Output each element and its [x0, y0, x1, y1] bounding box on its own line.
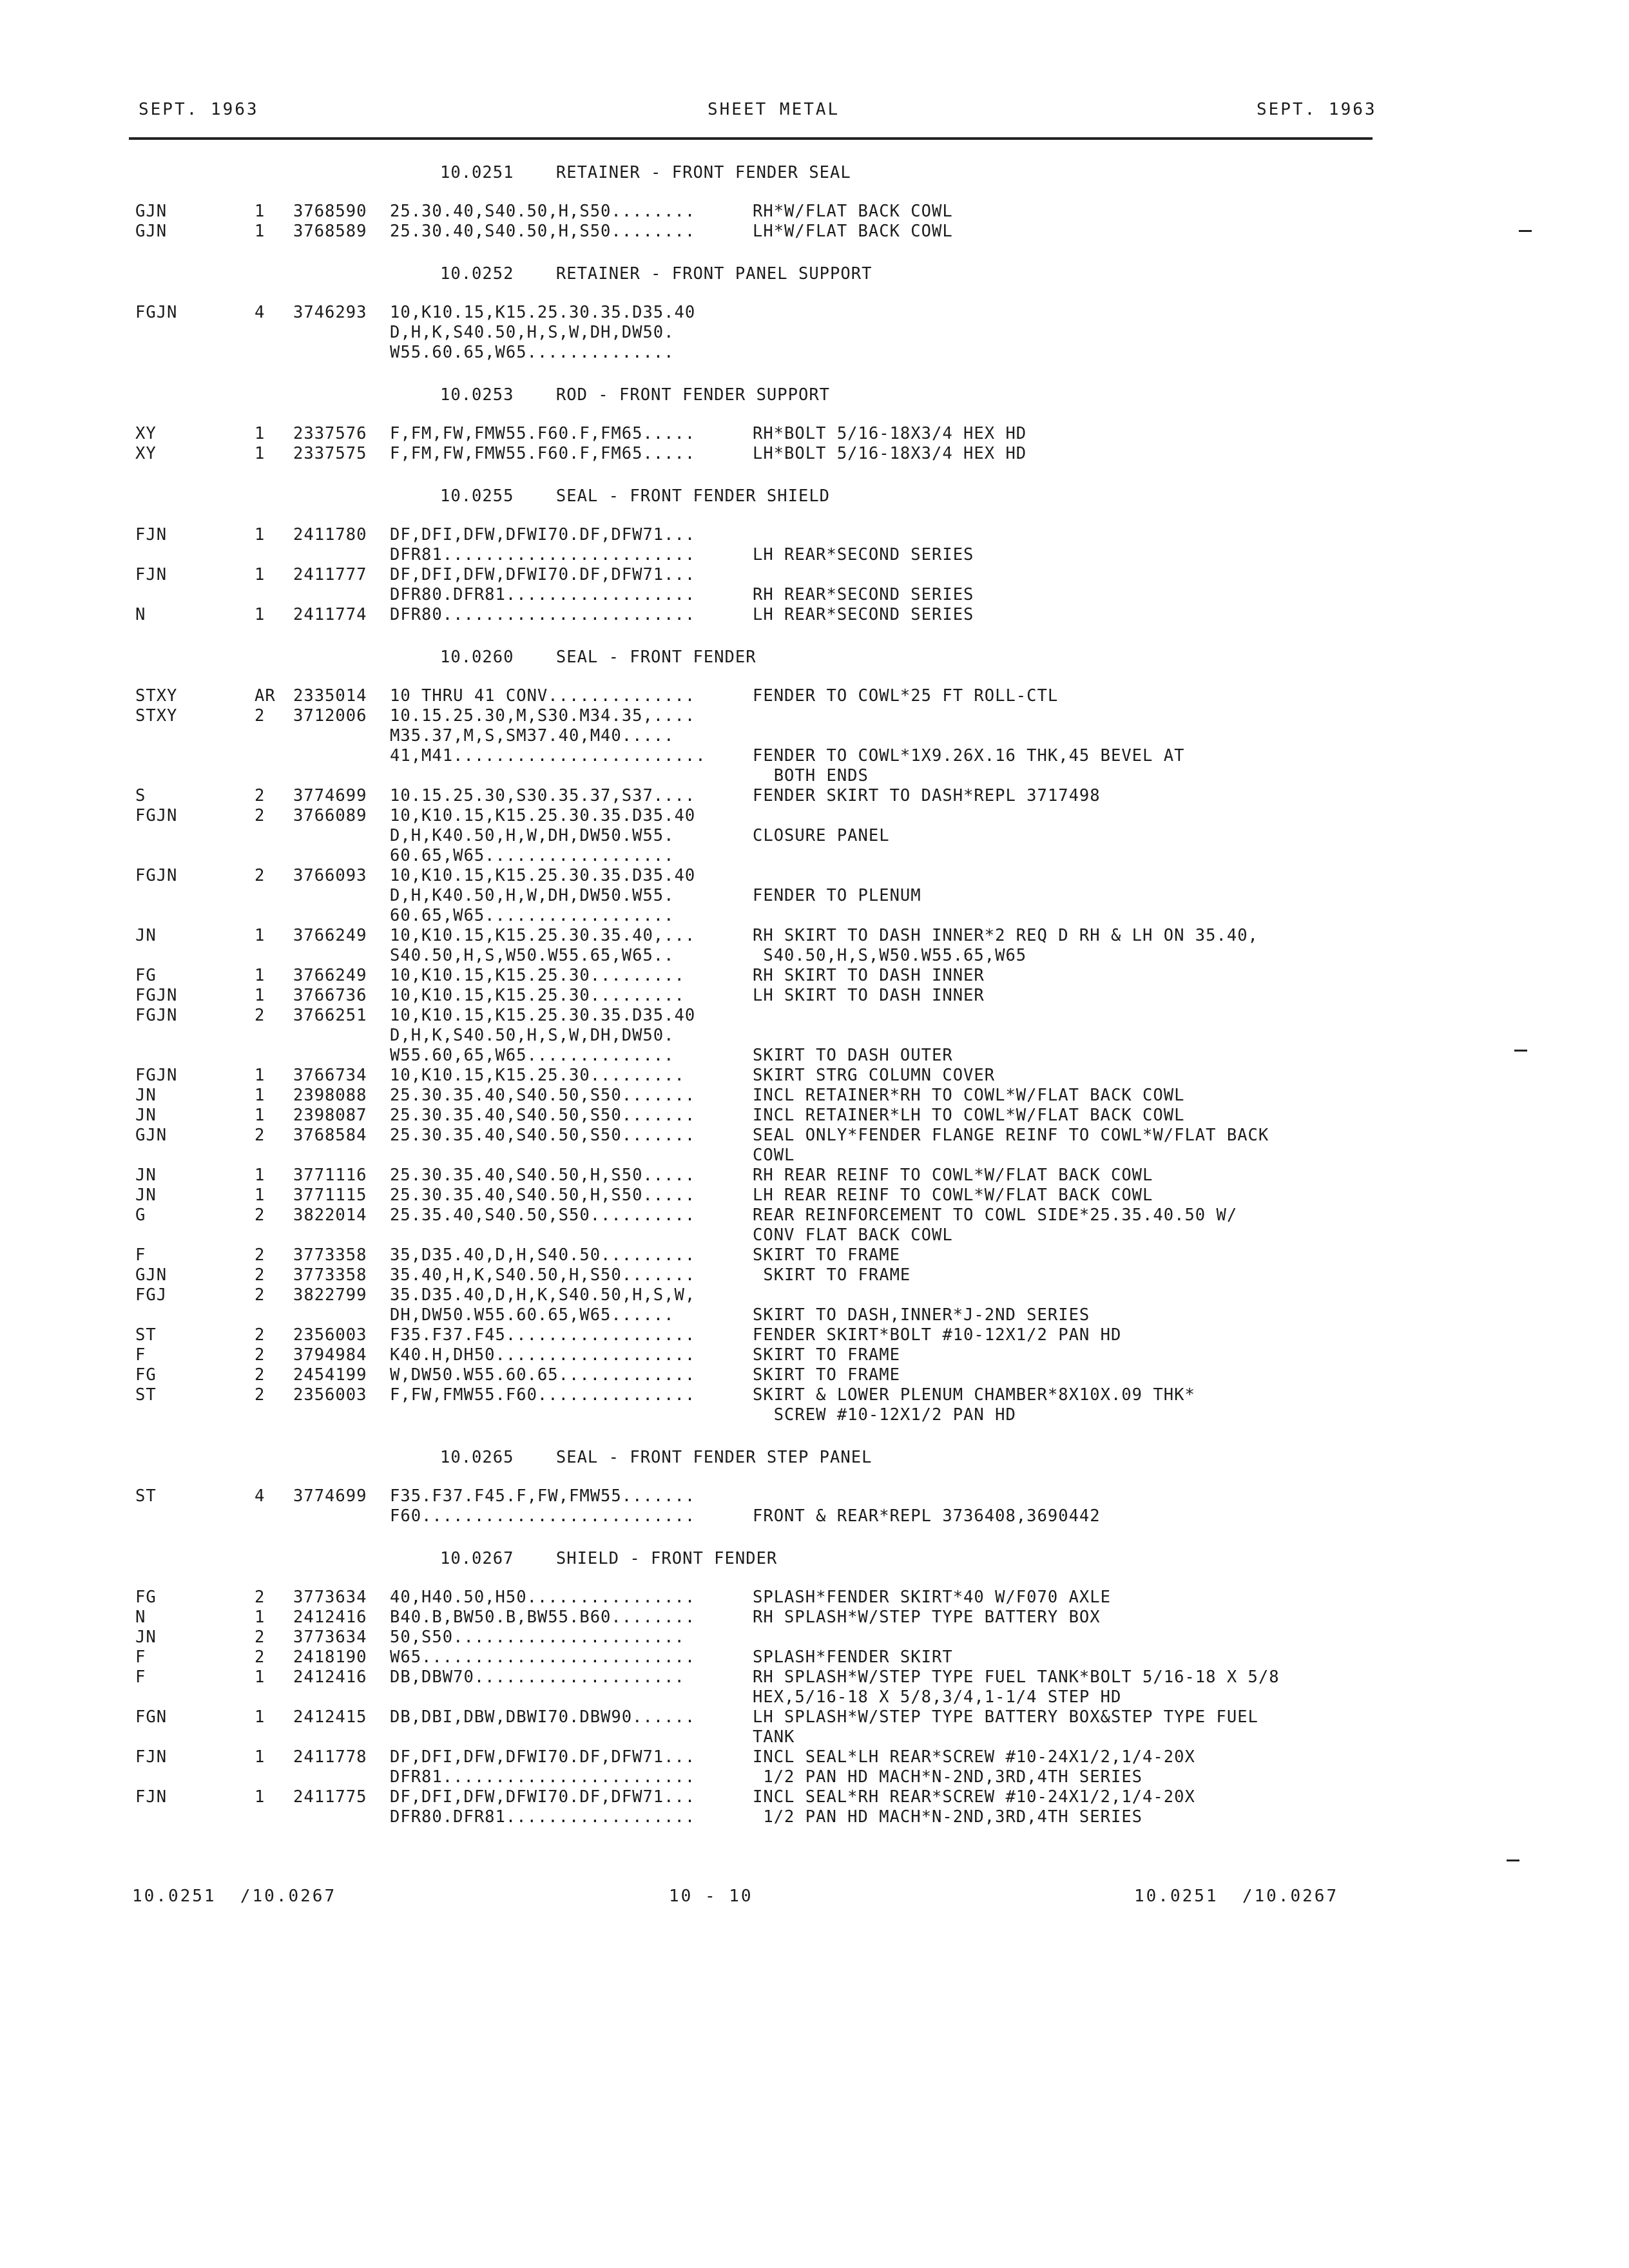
- part-description-continued: CLOSURE PANEL: [753, 826, 890, 845]
- quantity: 1: [255, 1106, 265, 1125]
- model-code: JN: [135, 1086, 157, 1105]
- applicable-models-continued: D,H,K,S40.50,H,S,W,DH,DW50.: [390, 1026, 675, 1045]
- part-description-continued: CONV FLAT BACK COWL: [753, 1225, 953, 1245]
- applicable-models: DF,DFI,DFW,DFWI70.DF,DFW71...: [390, 1787, 696, 1807]
- part-number: 3768590: [293, 202, 367, 221]
- quantity: 1: [255, 1667, 265, 1687]
- applicable-models: 10,K10.15,K15.25.30.35.D35.40: [390, 866, 696, 885]
- applicable-models: 35.40,H,K,S40.50,H,S50.......: [390, 1265, 696, 1285]
- part-description-continued: RH REAR*SECOND SERIES: [753, 585, 974, 604]
- applicable-models: 10,K10.15,K15.25.30.35.40,...: [390, 926, 696, 945]
- applicable-models-continued: W55.60,65,W65..............: [390, 1046, 675, 1065]
- applicable-models: DB,DBI,DBW,DBWI70.DBW90......: [390, 1707, 696, 1727]
- part-number: 3766093: [293, 866, 367, 885]
- applicable-models: 10,K10.15,K15.25.30.........: [390, 986, 685, 1005]
- quantity: 2: [255, 1385, 265, 1405]
- part-number: 2411774: [293, 605, 367, 624]
- part-number: 2418190: [293, 1648, 367, 1667]
- model-code: XY: [135, 444, 157, 463]
- applicable-models-continued: 60.65,W65..................: [390, 906, 675, 925]
- part-number: 3773634: [293, 1628, 367, 1647]
- model-code: FJN: [135, 565, 168, 584]
- applicable-models: 25.30.40,S40.50,H,S50........: [390, 202, 696, 221]
- part-description: RH SPLASH*W/STEP TYPE BATTERY BOX: [753, 1608, 1101, 1627]
- margin-mark: [1514, 1050, 1527, 1052]
- header-rule: [129, 137, 1373, 140]
- part-description: RH*BOLT 5/16-18X3/4 HEX HD: [753, 424, 1027, 443]
- applicable-models: DF,DFI,DFW,DFWI70.DF,DFW71...: [390, 565, 696, 584]
- part-description: SKIRT TO FRAME: [753, 1245, 900, 1265]
- part-number: 3771116: [293, 1166, 367, 1185]
- part-number: 2412415: [293, 1707, 367, 1727]
- part-number: 3766734: [293, 1066, 367, 1085]
- quantity: 4: [255, 303, 265, 322]
- group-heading: 10.0265 SEAL - FRONT FENDER STEP PANEL: [440, 1448, 872, 1467]
- quantity: 1: [255, 424, 265, 443]
- part-number: 3766089: [293, 806, 367, 825]
- applicable-models: F,FM,FW,FMW55.F60.F,FM65.....: [390, 424, 696, 443]
- model-code: F: [135, 1648, 146, 1667]
- part-description: LH*BOLT 5/16-18X3/4 HEX HD: [753, 444, 1027, 463]
- part-description-continued: COWL: [753, 1146, 795, 1165]
- model-code: FGJN: [135, 866, 178, 885]
- footer-range-left: 10.0251 /10.0267: [132, 1887, 337, 1906]
- part-description: SEAL ONLY*FENDER FLANGE REINF TO COWL*W/FLAT BACK: [753, 1126, 1269, 1145]
- part-number: 3712006: [293, 706, 367, 726]
- part-number: 3771115: [293, 1186, 367, 1205]
- footer-page-number: 10 - 10: [669, 1887, 753, 1906]
- part-description: RH SKIRT TO DASH INNER*2 REQ D RH & LH ON 35.40,: [753, 926, 1258, 945]
- part-description: RH SKIRT TO DASH INNER: [753, 966, 985, 985]
- quantity: 1: [255, 1066, 265, 1085]
- model-code: ST: [135, 1325, 157, 1345]
- applicable-models: DF,DFI,DFW,DFWI70.DF,DFW71...: [390, 1747, 696, 1767]
- part-number: 3768584: [293, 1126, 367, 1145]
- applicable-models: 10,K10.15,K15.25.30.35.D35.40: [390, 1006, 696, 1025]
- applicable-models: 10.15.25.30,M,S30.M34.35,....: [390, 706, 696, 726]
- quantity: 2: [255, 1365, 265, 1385]
- part-description: LH*W/FLAT BACK COWL: [753, 222, 953, 241]
- quantity: 1: [255, 1166, 265, 1185]
- part-description-continued: FENDER TO COWL*1X9.26X.16 THK,45 BEVEL AT: [753, 746, 1185, 765]
- applicable-models: 35,D35.40,D,H,S40.50.........: [390, 1245, 696, 1265]
- applicable-models-continued: D,H,K40.50,H,W,DH,DW50.W55.: [390, 826, 675, 845]
- model-code: FG: [135, 1365, 157, 1385]
- part-description: SPLASH*FENDER SKIRT*40 W/F070 AXLE: [753, 1588, 1111, 1607]
- part-description: INCL SEAL*RH REAR*SCREW #10-24X1/2,1/4-20X: [753, 1787, 1195, 1807]
- footer-range-right: 10.0251 /10.0267: [1134, 1887, 1339, 1906]
- model-code: FGJN: [135, 303, 178, 322]
- model-code: FGJ: [135, 1285, 168, 1305]
- model-code: FJN: [135, 525, 168, 544]
- model-code: JN: [135, 1166, 157, 1185]
- applicable-models: 25.30.35.40,S40.50,H,S50.....: [390, 1186, 696, 1205]
- model-code: F: [135, 1667, 146, 1687]
- group-heading: 10.0255 SEAL - FRONT FENDER SHIELD: [440, 486, 831, 506]
- part-number: 2398087: [293, 1106, 367, 1125]
- quantity: 2: [255, 786, 265, 805]
- quantity: 2: [255, 1006, 265, 1025]
- applicable-models: 25.30.40,S40.50,H,S50........: [390, 222, 696, 241]
- quantity: 1: [255, 986, 265, 1005]
- quantity: 2: [255, 866, 265, 885]
- part-description-continued: BOTH ENDS: [753, 766, 869, 785]
- model-code: FGJN: [135, 1066, 178, 1085]
- part-number: 2411778: [293, 1747, 367, 1767]
- header-date-right: SEPT. 1963: [1257, 100, 1377, 119]
- applicable-models-continued: D,H,K,S40.50,H,S,W,DH,DW50.: [390, 323, 675, 342]
- applicable-models: 25.30.35.40,S40.50,S50.......: [390, 1106, 696, 1125]
- applicable-models: 10 THRU 41 CONV..............: [390, 686, 696, 706]
- part-number: 3766249: [293, 926, 367, 945]
- model-code: N: [135, 1608, 146, 1627]
- part-description: SKIRT STRG COLUMN COVER: [753, 1066, 996, 1085]
- applicable-models-continued: 60.65,W65..................: [390, 846, 675, 865]
- model-code: ST: [135, 1385, 157, 1405]
- model-code: JN: [135, 1628, 157, 1647]
- applicable-models-continued: F60..........................: [390, 1506, 696, 1526]
- part-number: 3746293: [293, 303, 367, 322]
- model-code: GJN: [135, 1126, 168, 1145]
- quantity: 2: [255, 1285, 265, 1305]
- quantity: 1: [255, 605, 265, 624]
- part-number: 2356003: [293, 1385, 367, 1405]
- quantity: 1: [255, 926, 265, 945]
- model-code: ST: [135, 1486, 157, 1506]
- part-description: FENDER SKIRT TO DASH*REPL 3717498: [753, 786, 1101, 805]
- quantity: 2: [255, 1325, 265, 1345]
- applicable-models-continued: D,H,K40.50,H,W,DH,DW50.W55.: [390, 886, 675, 905]
- applicable-models: 10,K10.15,K15.25.30.35.D35.40: [390, 303, 696, 322]
- part-description: LH SKIRT TO DASH INNER: [753, 986, 985, 1005]
- model-code: JN: [135, 926, 157, 945]
- applicable-models: DFR80........................: [390, 605, 696, 624]
- applicable-models: F,FM,FW,FMW55.F60.F,FM65.....: [390, 444, 696, 463]
- applicable-models: 25.30.35.40,S40.50,S50.......: [390, 1126, 696, 1145]
- part-description: INCL SEAL*LH REAR*SCREW #10-24X1/2,1/4-20X: [753, 1747, 1195, 1767]
- quantity: 2: [255, 1265, 265, 1285]
- model-code: FGN: [135, 1707, 168, 1727]
- applicable-models: 10,K10.15,K15.25.30.........: [390, 1066, 685, 1085]
- applicable-models: K40.H,DH50...................: [390, 1345, 696, 1365]
- quantity: 1: [255, 966, 265, 985]
- quantity: 1: [255, 222, 265, 241]
- model-code: FGJN: [135, 806, 178, 825]
- part-number: 2337576: [293, 424, 367, 443]
- part-description-continued: SKIRT TO DASH,INNER*J-2ND SERIES: [753, 1305, 1090, 1325]
- group-heading: 10.0253 ROD - FRONT FENDER SUPPORT: [440, 385, 831, 405]
- part-description: RH REAR REINF TO COWL*W/FLAT BACK COWL: [753, 1166, 1153, 1185]
- part-description-continued: SCREW #10-12X1/2 PAN HD: [753, 1405, 1016, 1425]
- margin-mark: [1507, 1860, 1519, 1861]
- quantity: 2: [255, 1345, 265, 1365]
- part-description: FENDER TO COWL*25 FT ROLL-CTL: [753, 686, 1059, 706]
- part-description: INCL RETAINER*RH TO COWL*W/FLAT BACK COWL: [753, 1086, 1185, 1105]
- part-description: REAR REINFORCEMENT TO COWL SIDE*25.35.40.50 W/: [753, 1206, 1238, 1225]
- quantity: 1: [255, 565, 265, 584]
- model-code: S: [135, 786, 146, 805]
- quantity: 1: [255, 1608, 265, 1627]
- part-description: RH SPLASH*W/STEP TYPE FUEL TANK*BOLT 5/16-18 X 5/8: [753, 1667, 1280, 1687]
- applicable-models: B40.B,BW50.B,BW55.B60........: [390, 1608, 696, 1627]
- header-section-title: SHEET METAL: [708, 100, 840, 119]
- applicable-models: 25.30.35.40,S40.50,H,S50.....: [390, 1166, 696, 1185]
- group-heading: 10.0260 SEAL - FRONT FENDER: [440, 648, 757, 667]
- part-number: 3774699: [293, 1486, 367, 1506]
- part-description: INCL RETAINER*LH TO COWL*W/FLAT BACK COWL: [753, 1106, 1185, 1125]
- applicable-models: 10,K10.15,K15.25.30.35.D35.40: [390, 806, 696, 825]
- group-heading: 10.0251 RETAINER - FRONT FENDER SEAL: [440, 163, 851, 182]
- applicable-models-continued: M35.37,M,S,SM37.40,M40.....: [390, 726, 675, 745]
- model-code: FG: [135, 966, 157, 985]
- applicable-models: 35.D35.40,D,H,K,S40.50,H,S,W,: [390, 1285, 696, 1305]
- part-description-continued: FRONT & REAR*REPL 3736408,3690442: [753, 1506, 1101, 1526]
- quantity: 2: [255, 1245, 265, 1265]
- part-number: 2411775: [293, 1787, 367, 1807]
- part-description: FENDER SKIRT*BOLT #10-12X1/2 PAN HD: [753, 1325, 1122, 1345]
- quantity: 1: [255, 525, 265, 544]
- model-code: F: [135, 1245, 146, 1265]
- quantity: 2: [255, 1648, 265, 1667]
- model-code: FG: [135, 1588, 157, 1607]
- model-code: GJN: [135, 202, 168, 221]
- quantity: 2: [255, 1206, 265, 1225]
- part-description-continued: TANK: [753, 1727, 795, 1747]
- model-code: GJN: [135, 222, 168, 241]
- applicable-models-continued: DFR81........................: [390, 1767, 696, 1787]
- applicable-models-continued: 41,M41........................: [390, 746, 706, 765]
- quantity: AR: [255, 686, 276, 706]
- part-number: 3774699: [293, 786, 367, 805]
- applicable-models: 25.30.35.40,S40.50,S50.......: [390, 1086, 696, 1105]
- part-number: 3773634: [293, 1588, 367, 1607]
- header-date-left: SEPT. 1963: [139, 100, 259, 119]
- part-description: SKIRT TO FRAME: [753, 1365, 900, 1385]
- part-number: 2454199: [293, 1365, 367, 1385]
- model-code: XY: [135, 424, 157, 443]
- model-code: STXY: [135, 706, 178, 726]
- part-number: 3822014: [293, 1206, 367, 1225]
- applicable-models-continued: S40.50,H,S,W50.W55.65,W65..: [390, 946, 675, 965]
- quantity: 1: [255, 444, 265, 463]
- part-description: LH REAR*SECOND SERIES: [753, 605, 974, 624]
- part-number: 3766251: [293, 1006, 367, 1025]
- part-number: 3766249: [293, 966, 367, 985]
- model-code: GJN: [135, 1265, 168, 1285]
- part-number: 3766736: [293, 986, 367, 1005]
- model-code: JN: [135, 1186, 157, 1205]
- applicable-models: 10,K10.15,K15.25.30.........: [390, 966, 685, 985]
- part-description-continued: FENDER TO PLENUM: [753, 886, 921, 905]
- applicable-models: DB,DBW70....................: [390, 1667, 685, 1687]
- quantity: 2: [255, 1588, 265, 1607]
- part-number: 3794984: [293, 1345, 367, 1365]
- part-number: 3768589: [293, 222, 367, 241]
- quantity: 1: [255, 1747, 265, 1767]
- applicable-models: F,FW,FMW55.F60...............: [390, 1385, 696, 1405]
- model-code: JN: [135, 1106, 157, 1125]
- applicable-models: W65..........................: [390, 1648, 696, 1667]
- quantity: 2: [255, 706, 265, 726]
- model-code: FGJN: [135, 1006, 178, 1025]
- part-description: LH SPLASH*W/STEP TYPE BATTERY BOX&STEP TYPE FUEL: [753, 1707, 1258, 1727]
- part-description-continued: SKIRT TO DASH OUTER: [753, 1046, 953, 1065]
- group-heading: 10.0267 SHIELD - FRONT FENDER: [440, 1549, 778, 1568]
- applicable-models: W,DW50.W55.60.65.............: [390, 1365, 696, 1385]
- part-description-continued: 1/2 PAN HD MACH*N-2ND,3RD,4TH SERIES: [753, 1767, 1143, 1787]
- part-number: 2411780: [293, 525, 367, 544]
- margin-mark: [1519, 230, 1532, 232]
- model-code: N: [135, 605, 146, 624]
- part-number: 2412416: [293, 1667, 367, 1687]
- quantity: 2: [255, 806, 265, 825]
- part-number: 3822799: [293, 1285, 367, 1305]
- applicable-models-continued: DFR81........................: [390, 545, 696, 564]
- model-code: F: [135, 1345, 146, 1365]
- part-number: 2335014: [293, 686, 367, 706]
- model-code: FJN: [135, 1787, 168, 1807]
- applicable-models: DF,DFI,DFW,DFWI70.DF,DFW71...: [390, 525, 696, 544]
- part-number: 2337575: [293, 444, 367, 463]
- applicable-models: 10.15.25.30,S30.35.37,S37....: [390, 786, 696, 805]
- model-code: FGJN: [135, 986, 178, 1005]
- part-description-continued: S40.50,H,S,W50.W55.65,W65: [753, 946, 1027, 965]
- quantity: 1: [255, 1186, 265, 1205]
- part-description: SPLASH*FENDER SKIRT: [753, 1648, 953, 1667]
- part-description-continued: LH REAR*SECOND SERIES: [753, 545, 974, 564]
- quantity: 4: [255, 1486, 265, 1506]
- part-description: SKIRT & LOWER PLENUM CHAMBER*8X10X.09 THK*: [753, 1385, 1195, 1405]
- group-heading: 10.0252 RETAINER - FRONT PANEL SUPPORT: [440, 264, 872, 284]
- applicable-models-continued: DFR80.DFR81..................: [390, 1807, 696, 1827]
- part-description: LH REAR REINF TO COWL*W/FLAT BACK COWL: [753, 1186, 1153, 1205]
- applicable-models: F35.F37.F45.F,FW,FMW55.......: [390, 1486, 696, 1506]
- applicable-models-continued: W55.60.65,W65..............: [390, 343, 675, 362]
- quantity: 1: [255, 1787, 265, 1807]
- applicable-models-continued: DFR80.DFR81..................: [390, 585, 696, 604]
- applicable-models: 40,H40.50,H50................: [390, 1588, 696, 1607]
- quantity: 1: [255, 202, 265, 221]
- part-description-continued: HEX,5/16-18 X 5/8,3/4,1-1/4 STEP HD: [753, 1687, 1122, 1707]
- part-description: RH*W/FLAT BACK COWL: [753, 202, 953, 221]
- part-number: 2412416: [293, 1608, 367, 1627]
- applicable-models: F35.F37.F45..................: [390, 1325, 696, 1345]
- part-description-continued: 1/2 PAN HD MACH*N-2ND,3RD,4TH SERIES: [753, 1807, 1143, 1827]
- model-code: FJN: [135, 1747, 168, 1767]
- applicable-models: 25.35.40,S40.50,S50..........: [390, 1206, 696, 1225]
- model-code: G: [135, 1206, 146, 1225]
- applicable-models-continued: DH,DW50.W55.60.65,W65......: [390, 1305, 675, 1325]
- part-number: 3773358: [293, 1265, 367, 1285]
- quantity: 2: [255, 1628, 265, 1647]
- model-code: STXY: [135, 686, 178, 706]
- part-number: 2411777: [293, 565, 367, 584]
- part-description: SKIRT TO FRAME: [753, 1265, 911, 1285]
- quantity: 1: [255, 1707, 265, 1727]
- part-number: 3773358: [293, 1245, 367, 1265]
- applicable-models: 50,S50......................: [390, 1628, 685, 1647]
- part-number: 2398088: [293, 1086, 367, 1105]
- part-number: 2356003: [293, 1325, 367, 1345]
- quantity: 1: [255, 1086, 265, 1105]
- part-description: SKIRT TO FRAME: [753, 1345, 900, 1365]
- quantity: 2: [255, 1126, 265, 1145]
